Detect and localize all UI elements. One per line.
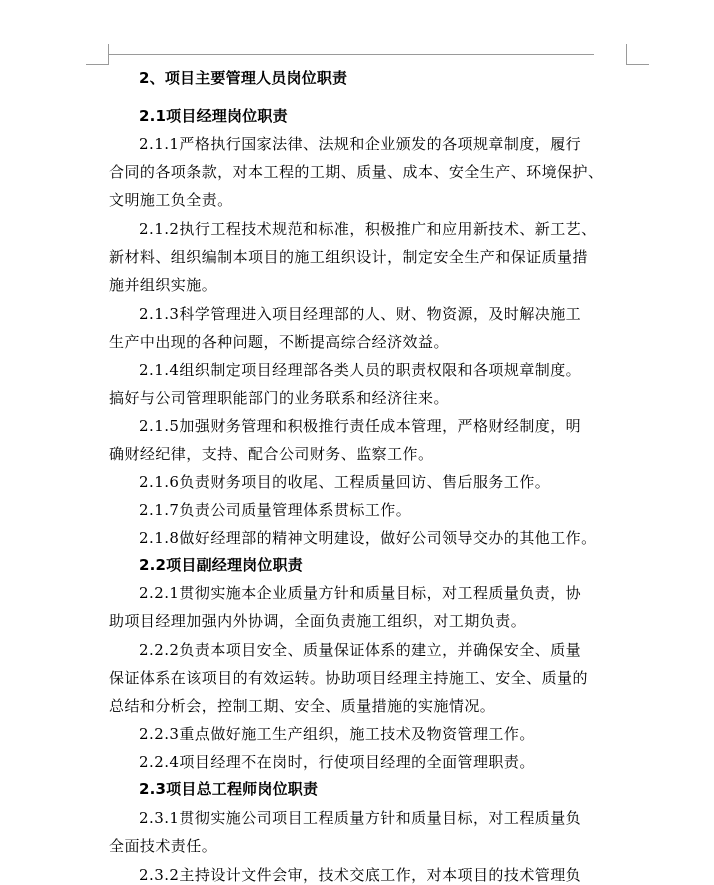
margin-corner-mark-right	[626, 44, 649, 65]
paragraph-line: 确财经纪律，支持、配合公司财务、监察工作。	[109, 445, 434, 463]
subsection-title-2-2: 2.2项目副经理岗位职责	[139, 556, 303, 574]
paragraph-line: 全面技术责任。	[109, 837, 218, 855]
section-heading: 2、项目主要管理人员岗位职责	[139, 69, 348, 87]
paragraph-line: 2.1.5加强财务管理和积极推行责任成本管理，严格财经制度，明	[139, 417, 582, 435]
paragraph-line: 施并组织实施。	[109, 276, 218, 294]
subsection-title-2-1: 2.1项目经理岗位职责	[139, 107, 288, 125]
paragraph-line: 2.2.1贯彻实施本企业质量方针和质量目标，对工程质量负责，协	[139, 584, 582, 602]
paragraph-line: 生产中出现的各种问题，不断提高综合经济效益。	[109, 333, 449, 351]
paragraph-line: 2.1.2执行工程技术规范和标准，积极推广和应用新技术、新工艺、	[139, 220, 597, 238]
paragraph-line: 助项目经理加强内外协调，全面负责施工组织，对工期负责。	[109, 612, 527, 630]
paragraph-line: 合同的各项条款，对本工程的工期、质量、成本、安全生产、环境保护、	[109, 163, 604, 181]
paragraph-line: 2.1.3科学管理进入项目经理部的人、财、物资源，及时解决施工	[139, 305, 582, 323]
subsection-title-2-3: 2.3项目总工程师岗位职责	[139, 780, 319, 798]
paragraph-line: 2.1.1严格执行国家法律、法规和企业颁发的各项规章制度，履行	[139, 135, 582, 153]
paragraph-line: 2.3.2主持设计文件会审，技术交底工作，对本项目的技术管理负	[139, 866, 582, 884]
paragraph-line: 新材料、组织编制本项目的施工组织设计，制定安全生产和保证质量措	[109, 248, 588, 266]
paragraph-line: 2.1.8做好经理部的精神文明建设，做好公司领导交办的其他工作。	[139, 529, 597, 547]
paragraph-line: 2.2.4项目经理不在岗时，行使项目经理的全面管理职责。	[139, 753, 535, 771]
paragraph-line: 文明施工负全责。	[109, 191, 233, 209]
paragraph-line: 2.2.3重点做好施工生产组织，施工技术及物资管理工作。	[139, 725, 535, 743]
paragraph-line: 总结和分析会，控制工期、安全、质量措施的实施情况。	[109, 697, 496, 715]
paragraph-line: 2.3.1贯彻实施公司项目工程质量方针和质量目标，对工程质量负	[139, 809, 582, 827]
paragraph-line: 2.2.2负责本项目安全、质量保证体系的建立，并确保安全、质量	[139, 641, 582, 659]
paragraph-line: 保证体系在该项目的有效运转。协助项目经理主持施工、安全、质量的	[109, 669, 588, 687]
paragraph-line: 搞好与公司管理职能部门的业务联系和经济往来。	[109, 389, 449, 407]
paragraph-line: 2.1.4组织制定项目经理部各类人员的职责权限和各项规章制度。	[139, 361, 582, 379]
paragraph-line: 2.1.7负责公司质量管理体系贯标工作。	[139, 501, 412, 519]
margin-corner-mark-left	[86, 44, 109, 65]
header-rule	[108, 54, 594, 55]
paragraph-line: 2.1.6负责财务项目的收尾、工程质量回访、售后服务工作。	[139, 473, 551, 491]
